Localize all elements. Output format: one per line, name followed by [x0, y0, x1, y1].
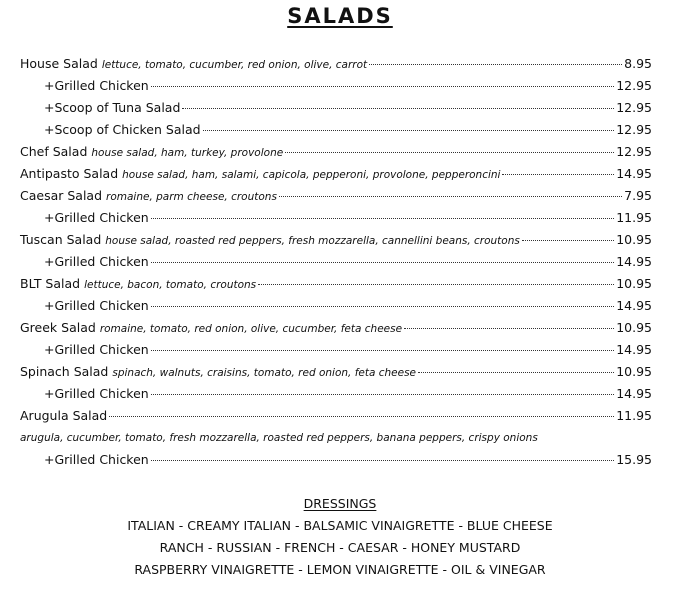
item-name: House Salad — [20, 56, 98, 71]
item-price: 12.95 — [616, 100, 652, 115]
item-name: Spinach Salad — [20, 364, 109, 379]
item-name: Greek Salad — [20, 320, 96, 335]
menu-addon-row — [20, 295, 652, 317]
item-price: 14.95 — [616, 254, 652, 269]
menu-item-row — [20, 53, 652, 75]
salad-menu-list — [20, 53, 652, 471]
dressings-line: ITALIAN - CREAMY ITALIAN - BALSAMIC VINAIGRETTE - BLUE CHEESE — [127, 518, 553, 533]
menu-addon-row — [20, 339, 652, 361]
item-name: +Grilled Chicken — [44, 210, 149, 225]
item-description-line: arugula, cucumber, tomato, fresh mozzarella, roasted red peppers, banana peppers, crispy onions — [20, 432, 538, 444]
dressings-title: DRESSINGS — [303, 496, 377, 511]
item-price: 12.95 — [616, 78, 652, 93]
item-price: 8.95 — [624, 56, 652, 71]
item-price: 14.95 — [616, 166, 652, 181]
item-name: Tuscan Salad — [20, 232, 102, 247]
dressings-line: RASPBERRY VINAIGRETTE - LEMON VINAIGRETTE - OIL & VINEGAR — [134, 562, 546, 577]
dressings-section — [0, 493, 680, 581]
item-price: 10.95 — [616, 276, 652, 291]
dot-leader — [279, 196, 622, 197]
menu-item-row — [20, 317, 652, 339]
item-price: 10.95 — [616, 320, 652, 335]
item-name: +Grilled Chicken — [44, 78, 149, 93]
dot-leader — [151, 86, 614, 87]
menu-item-row — [20, 163, 652, 185]
dot-leader — [151, 218, 614, 219]
item-price: 7.95 — [624, 188, 652, 203]
menu-item-row — [20, 141, 652, 163]
item-description: romaine, parm cheese, croutons — [106, 191, 277, 203]
dot-leader — [203, 130, 615, 131]
item-price: 14.95 — [616, 298, 652, 313]
item-name: Caesar Salad — [20, 188, 103, 203]
item-price: 14.95 — [616, 386, 652, 401]
dot-leader — [151, 460, 614, 461]
item-price: 15.95 — [616, 452, 652, 467]
item-name: +Grilled Chicken — [44, 254, 149, 269]
item-price: 11.95 — [616, 408, 652, 423]
item-description: lettuce, tomato, cucumber, red onion, olive, carrot — [101, 59, 368, 71]
dot-leader — [369, 64, 622, 65]
item-description: lettuce, bacon, tomato, croutons — [84, 279, 257, 291]
menu-addon-row — [20, 383, 652, 405]
item-price: 14.95 — [616, 342, 652, 357]
item-price: 12.95 — [616, 122, 652, 137]
item-name: +Grilled Chicken — [44, 386, 149, 401]
page-title: SALADS — [287, 4, 393, 28]
dot-leader — [151, 394, 614, 395]
menu-item-row — [20, 185, 652, 207]
item-description: spinach, walnuts, craisins, tomato, red onion, feta cheese — [112, 367, 417, 379]
item-price: 12.95 — [616, 144, 652, 159]
dot-leader — [522, 240, 614, 241]
item-name: Arugula Salad — [20, 408, 108, 423]
menu-addon-row — [20, 75, 652, 97]
dot-leader — [404, 328, 614, 329]
menu-item-row — [20, 361, 652, 383]
dot-leader — [182, 108, 614, 109]
item-name: BLT Salad — [20, 276, 81, 291]
item-name: +Scoop of Tuna Salad — [44, 100, 181, 115]
item-description: house salad, roasted red peppers, fresh mozzarella, cannellini beans, croutons — [105, 235, 520, 247]
item-name: Chef Salad — [20, 144, 88, 159]
menu-addon-row — [20, 449, 652, 471]
item-price: 11.95 — [616, 210, 652, 225]
item-description: romaine, tomato, red onion, olive, cucumber, feta cheese — [99, 323, 403, 335]
menu-addon-row — [20, 97, 652, 119]
item-price: 10.95 — [616, 364, 652, 379]
menu-item-row — [20, 273, 652, 295]
dot-leader — [151, 262, 614, 263]
menu-addon-row — [20, 251, 652, 273]
item-name: +Scoop of Chicken Salad — [44, 122, 201, 137]
dot-leader — [285, 152, 614, 153]
dot-leader — [109, 416, 614, 417]
item-name: +Grilled Chicken — [44, 452, 149, 467]
menu-addon-row — [20, 207, 652, 229]
dot-leader — [258, 284, 614, 285]
dot-leader — [151, 350, 614, 351]
dot-leader — [151, 306, 614, 307]
item-name: +Grilled Chicken — [44, 298, 149, 313]
menu-item-row — [20, 229, 652, 251]
dressings-line: RANCH - RUSSIAN - FRENCH - CAESAR - HONEY MUSTARD — [159, 540, 521, 555]
item-name: Antipasto Salad — [20, 166, 119, 181]
item-price: 10.95 — [616, 232, 652, 247]
menu-item-row — [20, 405, 652, 427]
item-description: house salad, ham, salami, capicola, pepperoni, provolone, pepperoncini — [122, 169, 501, 181]
menu-addon-row — [20, 119, 652, 141]
dot-leader — [502, 174, 614, 175]
item-name: +Grilled Chicken — [44, 342, 149, 357]
dot-leader — [418, 372, 614, 373]
item-description: house salad, ham, turkey, provolone — [91, 147, 284, 159]
